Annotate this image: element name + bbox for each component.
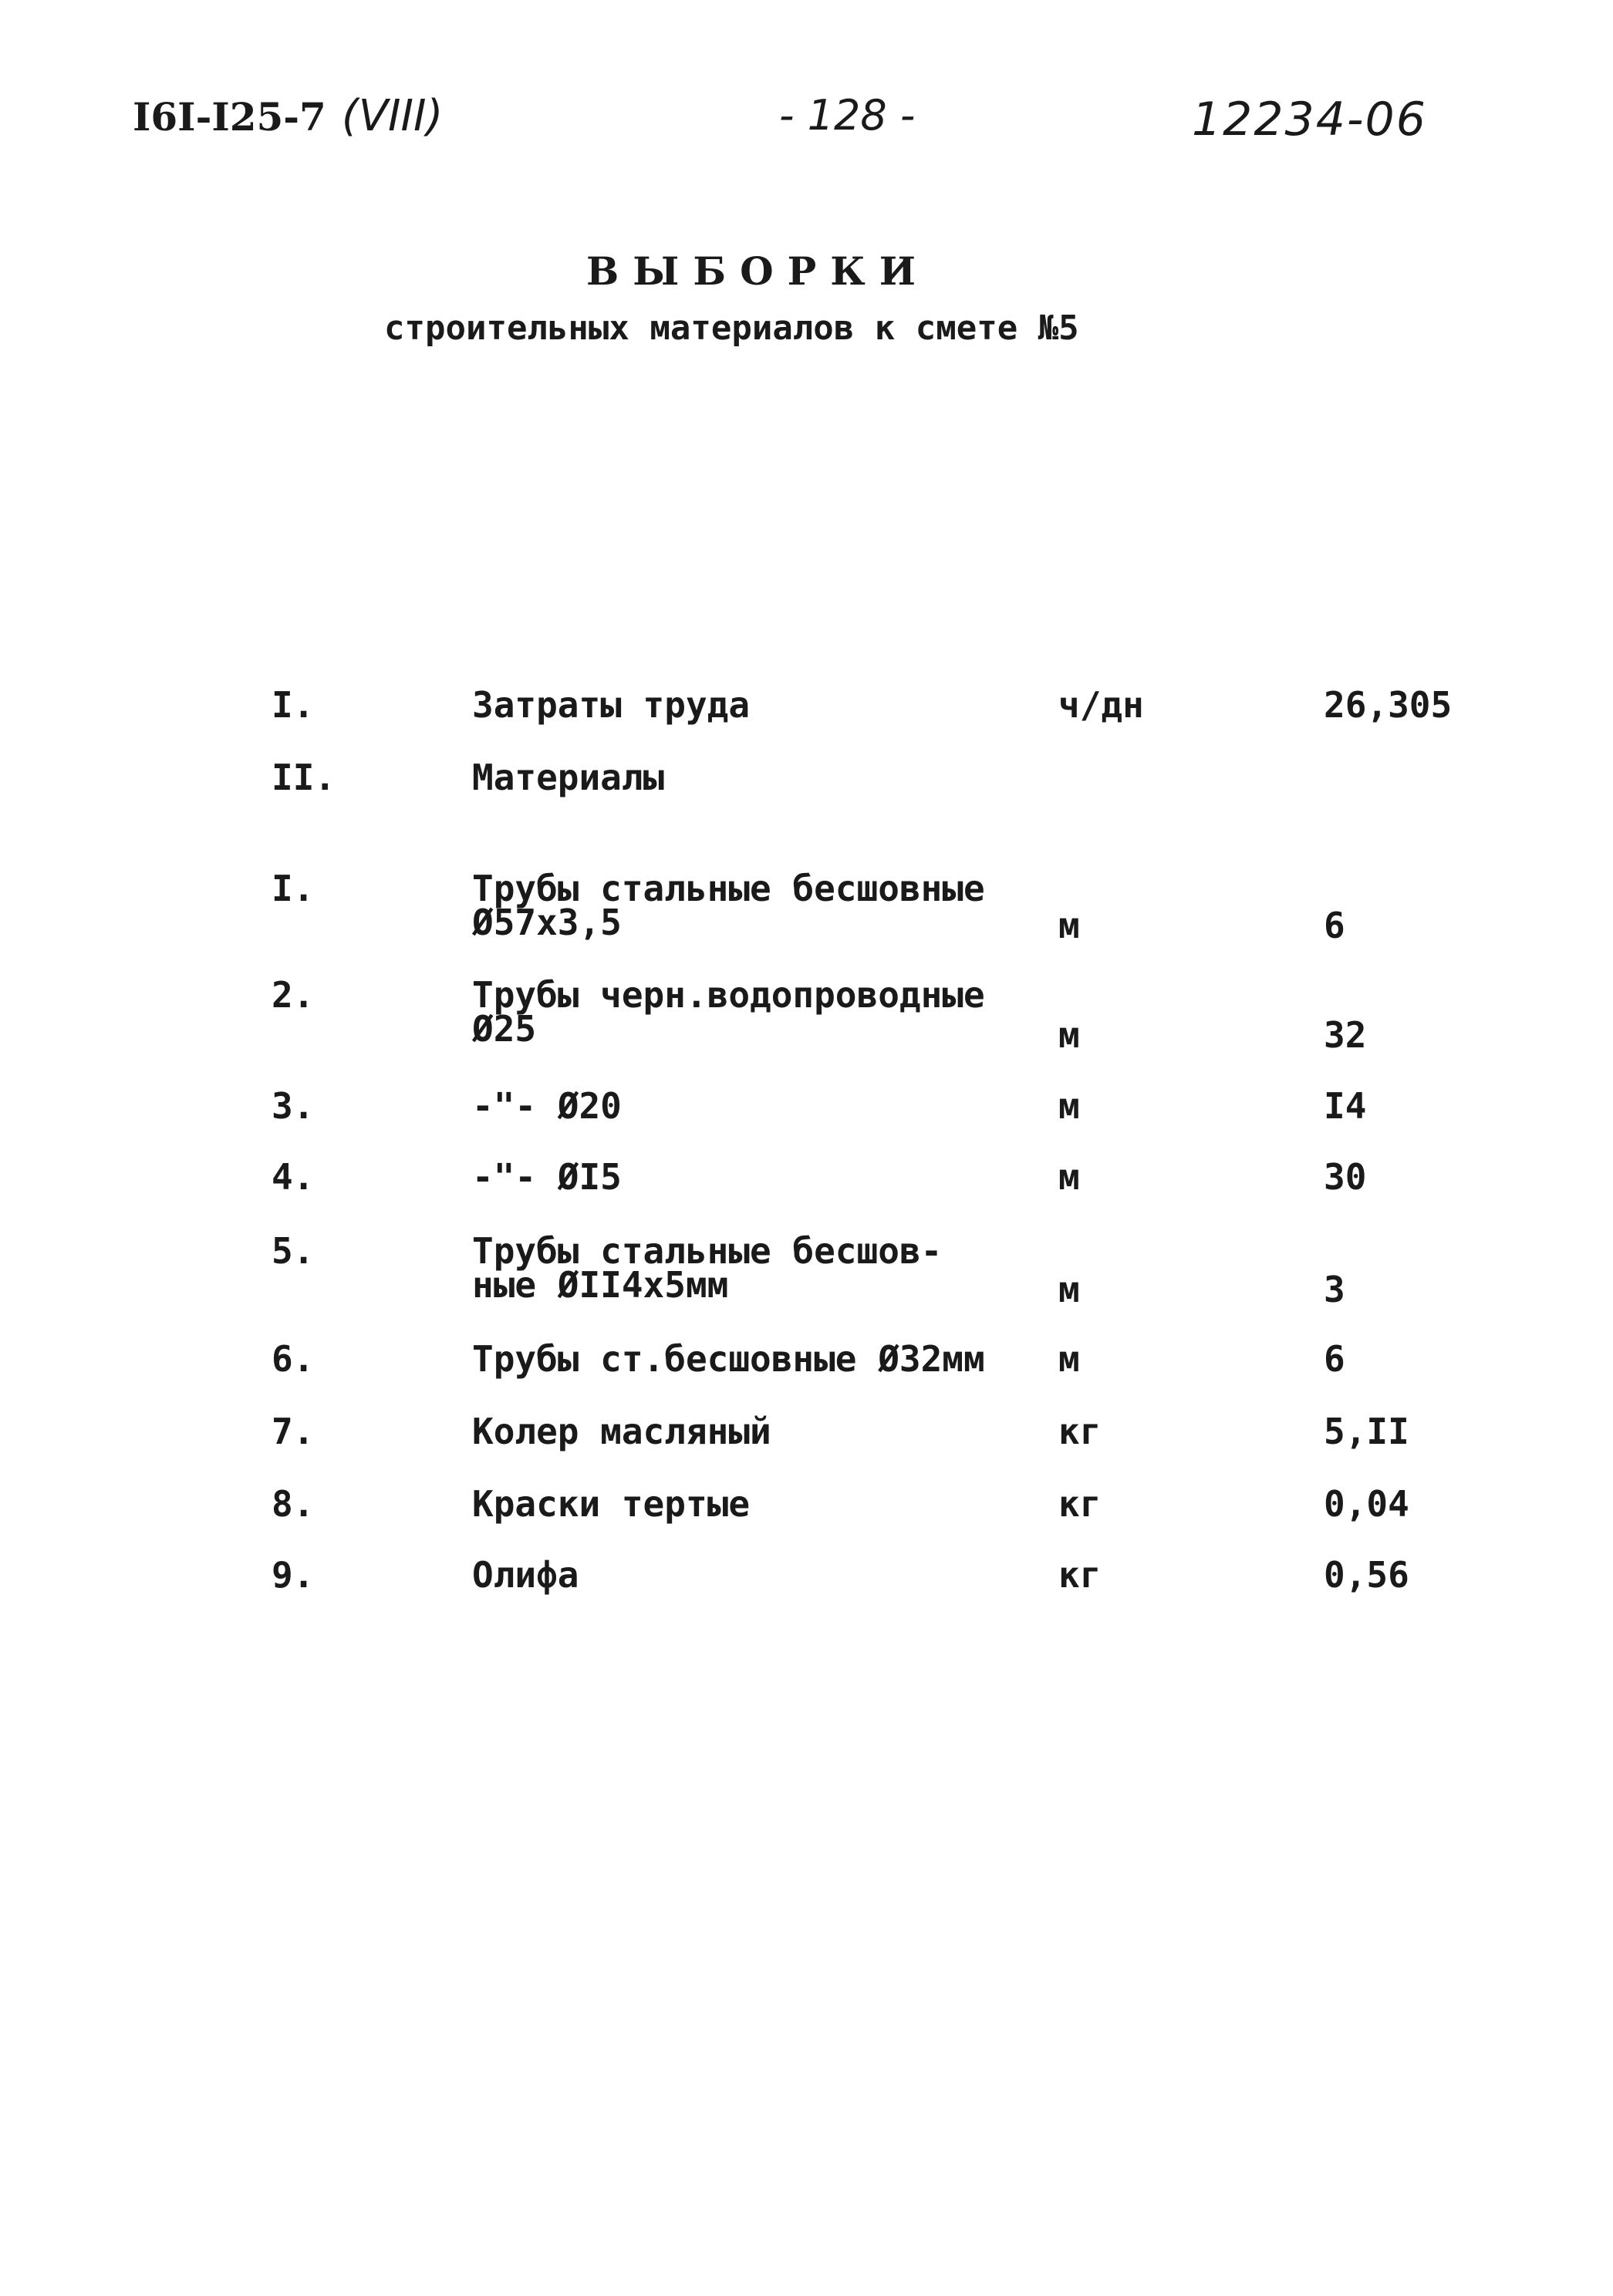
row-number: 9. <box>272 1554 315 1596</box>
row-quantity: 6 <box>1324 905 1345 946</box>
row-quantity: 32 <box>1324 1014 1367 1056</box>
row-name: Краски тертые <box>472 1483 751 1525</box>
row-unit: м <box>1058 1085 1080 1127</box>
row-name: -"- Ø20 <box>472 1085 622 1127</box>
row-number: 8. <box>272 1483 315 1525</box>
row-unit: кг <box>1058 1554 1102 1596</box>
table-row <box>0 1554 1613 1635</box>
row-name: Трубы стальные бесшовные <box>472 868 985 909</box>
row-quantity: 6 <box>1324 1338 1345 1380</box>
row-unit: м <box>1058 1014 1080 1056</box>
row-quantity: 0,04 <box>1324 1483 1409 1525</box>
row-number: I. <box>272 684 315 726</box>
row-quantity: 30 <box>1324 1156 1367 1198</box>
row-name-continued: Ø25 <box>472 1008 537 1050</box>
table-row <box>0 1483 1613 1564</box>
row-number: 2. <box>272 974 315 1016</box>
row-name: Затраты труда <box>472 684 751 726</box>
row-name: Трубы черн.водопроводные <box>472 974 985 1016</box>
table-row <box>0 1338 1613 1419</box>
row-number: 6. <box>272 1338 315 1380</box>
row-unit: м <box>1058 1156 1080 1198</box>
row-quantity: 26,305 <box>1324 684 1453 726</box>
row-number: 3. <box>272 1085 315 1127</box>
row-number: I. <box>272 868 315 909</box>
row-name: Колер масляный <box>472 1411 771 1452</box>
table-row <box>0 684 1613 765</box>
row-quantity: 0,56 <box>1324 1554 1409 1596</box>
table-row <box>0 1230 1613 1311</box>
row-number: 7. <box>272 1411 315 1452</box>
row-unit: м <box>1058 1269 1080 1310</box>
row-number: II. <box>272 757 336 798</box>
row-quantity: I4 <box>1324 1085 1367 1127</box>
row-name: -"- ØI5 <box>472 1156 622 1198</box>
row-unit: ч/дн <box>1058 684 1144 726</box>
document-code-note: (VIII) <box>341 91 444 141</box>
row-name-continued: ные ØII4х5мм <box>472 1264 729 1306</box>
row-name: Трубы ст.бесшовные Ø32мм <box>472 1338 985 1380</box>
row-unit: м <box>1058 905 1080 946</box>
row-unit: кг <box>1058 1483 1102 1525</box>
row-name: Материалы <box>472 757 665 798</box>
row-name: Трубы стальные бесшов- <box>472 1230 943 1272</box>
row-unit: м <box>1058 1338 1080 1380</box>
table-row <box>0 1085 1613 1166</box>
row-number: 5. <box>272 1230 315 1272</box>
page-subtitle: строительных материалов к смете №5 <box>384 308 1079 348</box>
row-name-continued: Ø57х3,5 <box>472 902 622 943</box>
table-row <box>0 974 1613 1056</box>
document-code <box>133 91 443 141</box>
row-unit: кг <box>1058 1411 1102 1452</box>
table-row <box>0 757 1613 838</box>
table-row <box>0 1411 1613 1492</box>
row-name: Олифа <box>472 1554 579 1596</box>
table-row <box>0 1156 1613 1237</box>
document-code-text: I6I-I25-7 <box>133 94 326 140</box>
row-quantity: 5,II <box>1324 1411 1409 1452</box>
archive-number: 12234-06 <box>1192 93 1427 147</box>
row-number: 4. <box>272 1156 315 1198</box>
page-number: - 128 - <box>779 91 916 140</box>
page-title: ВЫБОРКИ <box>586 248 930 294</box>
row-quantity: 3 <box>1324 1269 1345 1310</box>
table-row <box>0 868 1613 949</box>
